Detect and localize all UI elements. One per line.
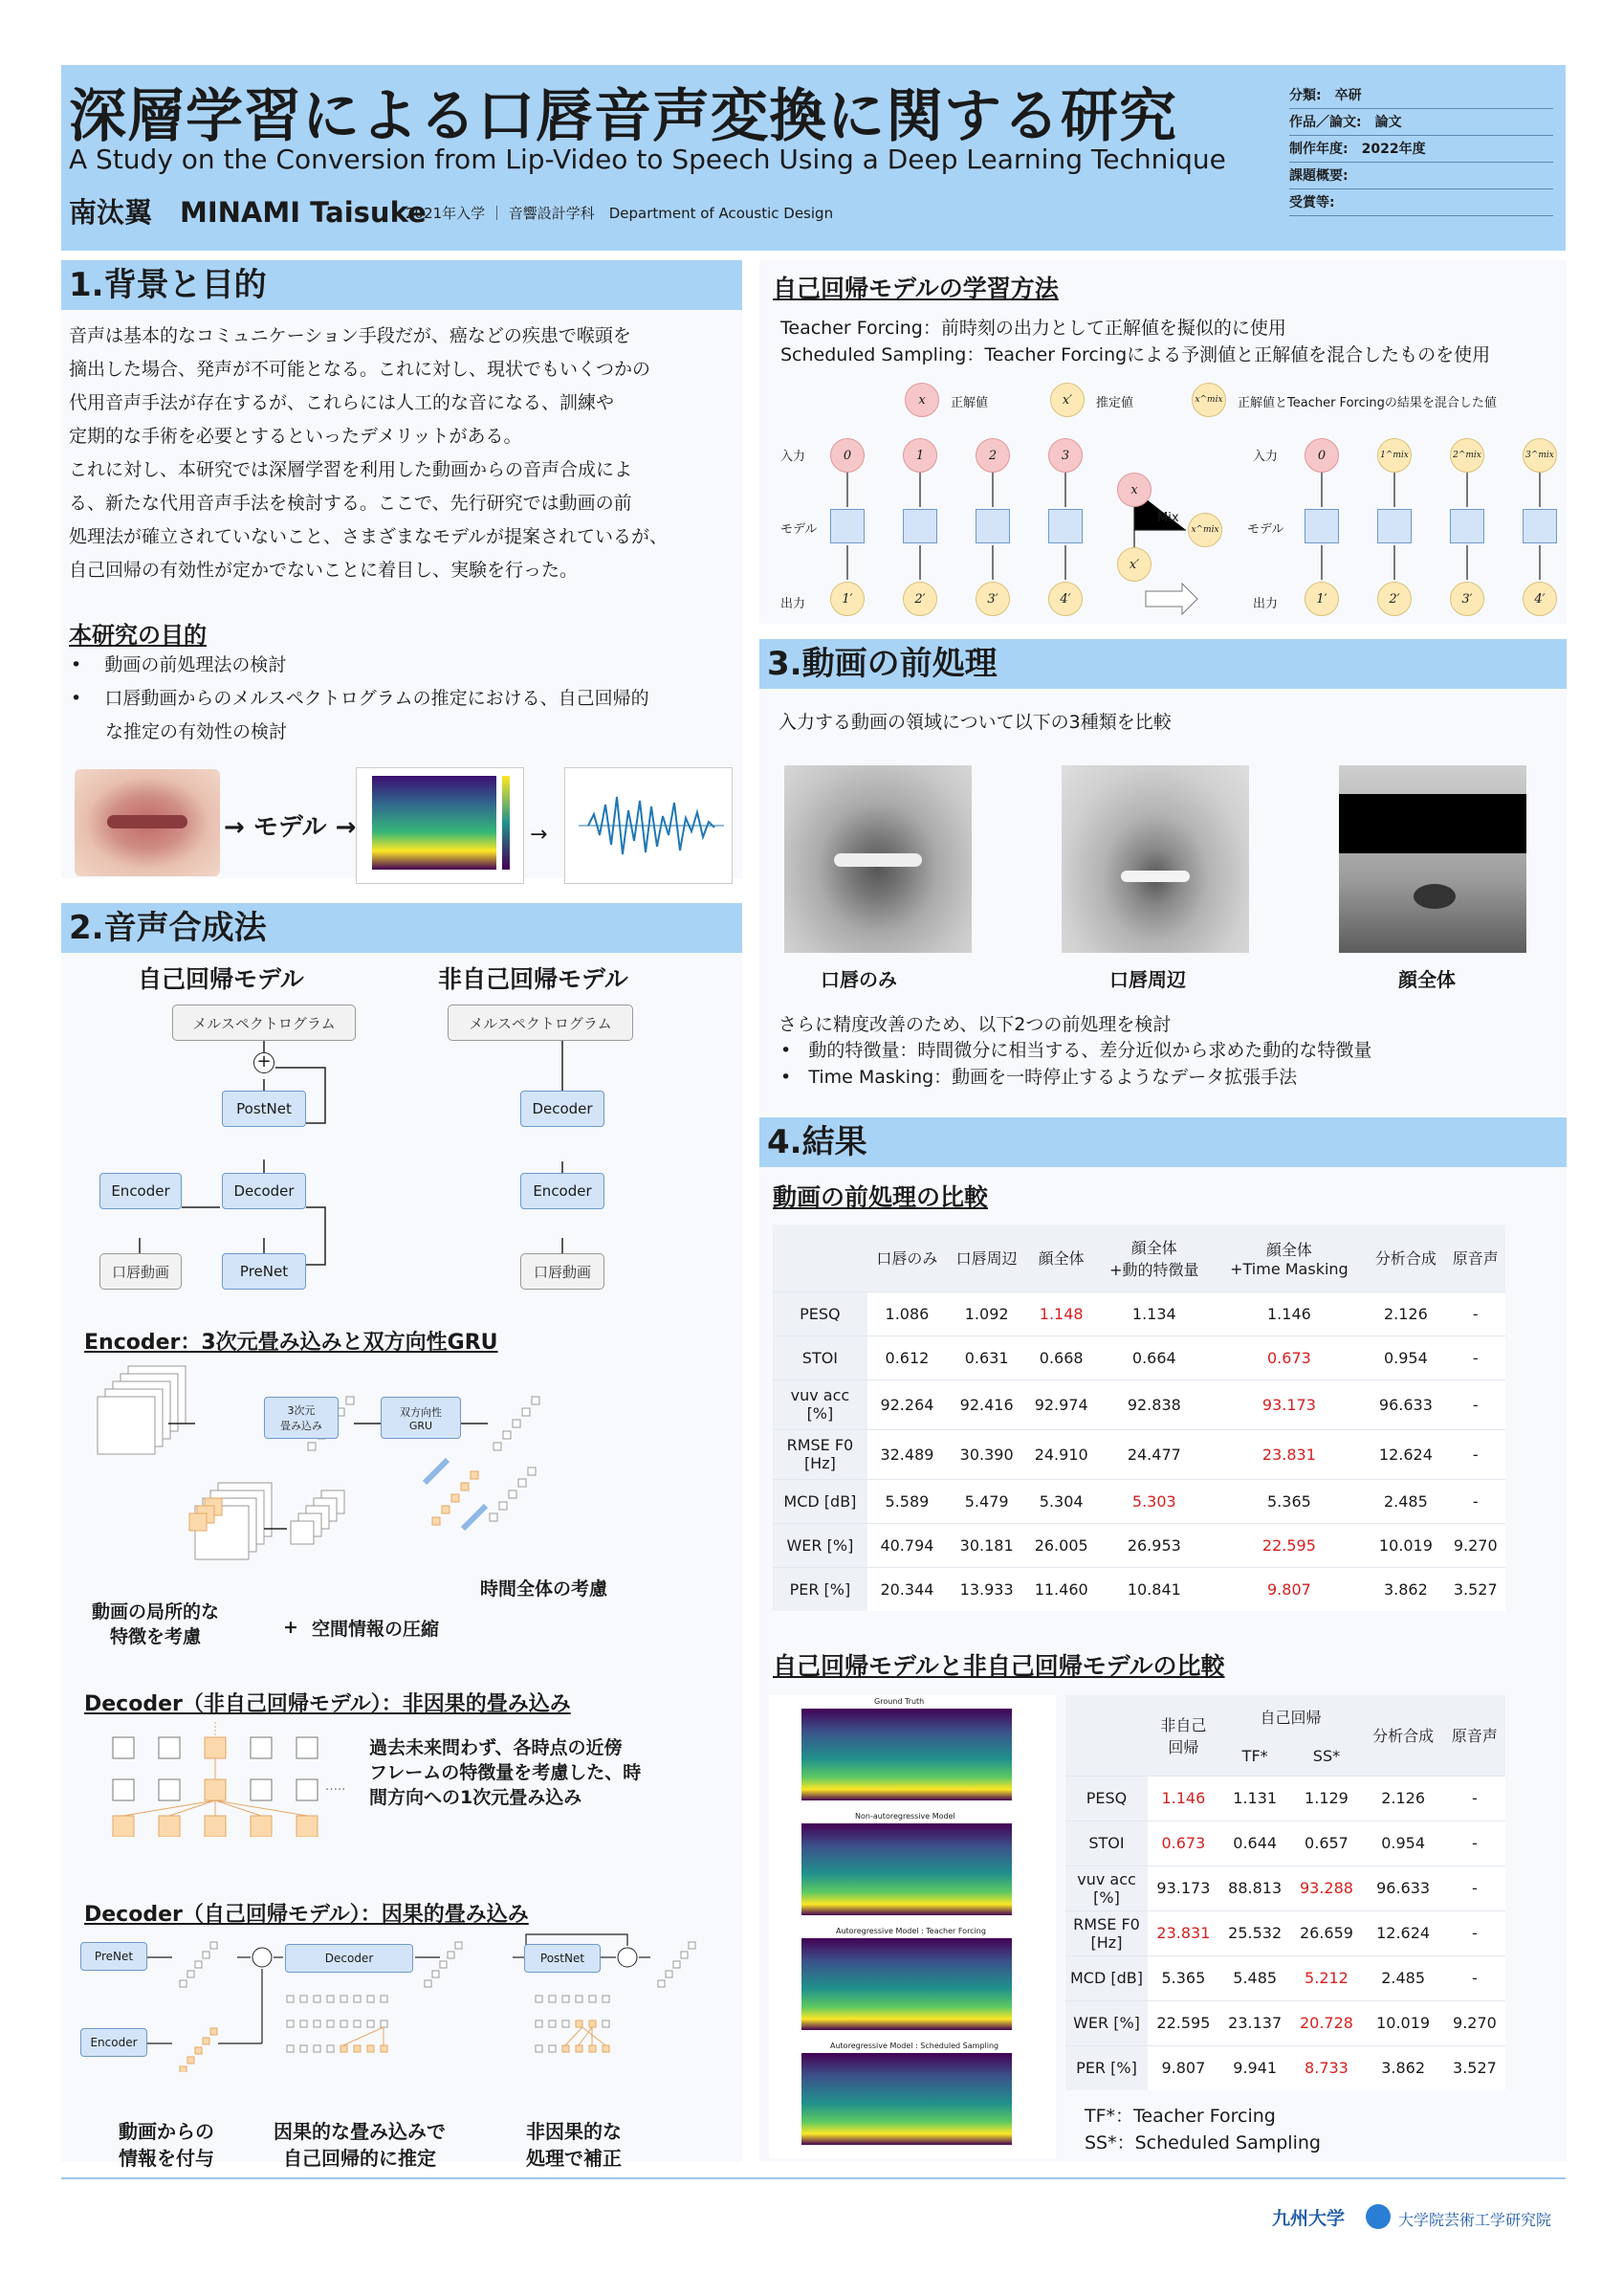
- encoder-title: Encoder：3次元畳み込みと双方向性GRU: [84, 1331, 498, 1355]
- t2-cell: 93.288: [1299, 1879, 1353, 1897]
- t2-cell: 2.126: [1381, 1789, 1425, 1807]
- tf-output-2: 3′: [976, 582, 1010, 616]
- tf-desc: Teacher Forcing：前時刻の出力として正解値を擬似的に使用: [780, 318, 1286, 339]
- poster-header: [61, 65, 1566, 251]
- tf-output-0: 1′: [830, 582, 865, 616]
- t1-header-cell: 顔全体 +Time Masking: [1230, 1240, 1349, 1278]
- tf-model-2: [976, 509, 1010, 543]
- t1-header-cell: 原音声: [1452, 1249, 1499, 1269]
- ss-model-1: [1377, 509, 1412, 543]
- university-logo-icon: [1366, 2204, 1391, 2229]
- ss-input-3: 3^mix: [1523, 438, 1557, 473]
- cap-lip-only: 口唇のみ: [821, 968, 897, 991]
- ss-output-2: 3′: [1450, 582, 1484, 616]
- note-ss: SS*：Scheduled Sampling: [1085, 2132, 1321, 2153]
- t1-cell: 0.612: [885, 1348, 930, 1367]
- t2-cell: 23.831: [1156, 1924, 1211, 1942]
- t1-cell: 26.953: [1127, 1535, 1181, 1555]
- mel-spectrogram-image: [356, 767, 524, 884]
- mix-result-icon: x^mix: [1188, 513, 1222, 547]
- cap-lip-around: 口唇周辺: [1109, 968, 1186, 991]
- ar-model-title: 自己回帰モデル: [138, 965, 304, 993]
- legend-est-icon: x′: [1050, 383, 1085, 417]
- t1-cell: 0.673: [1267, 1348, 1311, 1367]
- tf-input-3: 3: [1048, 438, 1083, 473]
- t1-cell: PER [%]: [773, 1567, 867, 1611]
- ss-desc: Scheduled Sampling：Teacher Forcingによる予測値と正解値を混合したものを使用: [780, 344, 1491, 365]
- spec-2: [801, 1938, 1012, 2030]
- t1-cell: 0.668: [1039, 1348, 1084, 1367]
- sec3-bullets: [780, 1037, 1371, 1091]
- t2-h-nar: 非自己 回帰: [1160, 1715, 1207, 1756]
- t1-cell: 5.304: [1039, 1491, 1084, 1511]
- cap-correction: 非因果的な 処理で補正: [526, 2120, 622, 2170]
- t1-cell: 0.664: [1131, 1348, 1176, 1367]
- table-row: [1065, 1776, 1505, 1821]
- poster-subtitle: A Study on the Conversion from Lip-Video to Speech Using a Deep Learning Technique: [69, 144, 1226, 175]
- bg-line: 定期的な手術を必要とするといったデメリットがある。: [69, 426, 522, 447]
- t2-cell: vuv acc [%]: [1065, 1866, 1148, 1910]
- label-output-ss: 出力: [1253, 597, 1279, 611]
- t2-cell: 1.131: [1233, 1789, 1278, 1807]
- t1-cell: -: [1472, 1304, 1479, 1323]
- t1-cell: 24.910: [1034, 1445, 1088, 1464]
- spec-title-0: Ground Truth: [874, 1697, 925, 1706]
- waveform-image: [564, 767, 733, 884]
- t1-cell: 1.134: [1131, 1304, 1176, 1323]
- ar-lipvideo-box: 口唇動画: [99, 1253, 182, 1290]
- label-output: 出力: [780, 597, 806, 611]
- t1-cell: 30.390: [959, 1445, 1014, 1464]
- model-arrow-label: → モデル →: [224, 813, 357, 842]
- dec-nar-title: Decoder（非自己回帰モデル）：非因果的畳み込み: [84, 1692, 571, 1716]
- t2-cell: -: [1472, 1879, 1478, 1897]
- t1-cell: -: [1472, 1445, 1479, 1464]
- mix-xp-icon: x′: [1117, 547, 1151, 582]
- label-input-ss: 入力: [1253, 450, 1279, 464]
- face-mask-bar: [1339, 794, 1526, 853]
- meta-type: 作品／論文: 論文: [1289, 109, 1553, 136]
- t1-cell: 2.126: [1383, 1304, 1428, 1323]
- table-row: [1065, 2045, 1505, 2090]
- t1-cell: 22.595: [1261, 1535, 1316, 1555]
- section4-title: 4.結果: [759, 1117, 1567, 1167]
- t1-cell: RMSE F0 [Hz]: [773, 1429, 867, 1479]
- label-model-ss: モデル: [1247, 522, 1284, 537]
- ar-dec-postnet-box: PostNet: [524, 1944, 601, 1973]
- table-row: [773, 1380, 1505, 1429]
- t2-cell: 0.954: [1381, 1834, 1425, 1852]
- t2-cell: 88.813: [1228, 1879, 1283, 1897]
- t1-cell: 1.086: [885, 1304, 930, 1323]
- meta-info: [1289, 82, 1553, 216]
- ar-dec-decoder-box: Decoder: [285, 1944, 413, 1973]
- spec-title-2: Autoregressive Model : Teacher Forcing: [836, 1927, 986, 1935]
- ss-input-0: 0: [1305, 438, 1339, 473]
- t2-h-tf: TF*: [1241, 1747, 1268, 1766]
- table-row: [773, 1479, 1505, 1523]
- t2-cell: 12.624: [1376, 1924, 1431, 1942]
- t1-cell: 20.344: [880, 1579, 934, 1599]
- t1-cell: 2.485: [1383, 1491, 1428, 1511]
- tf-output-1: 2′: [903, 582, 937, 616]
- label-model: モデル: [780, 522, 818, 537]
- ar-prenet-box: PreNet: [222, 1253, 306, 1290]
- t1-cell: -: [1472, 1395, 1479, 1414]
- bg-line: 摘出した場合、発声が不可能となる。これに対し、現状でもいくつかの: [69, 359, 651, 380]
- tf-output-3: 4′: [1048, 582, 1083, 616]
- section1-body: [69, 320, 738, 587]
- bg-line: 音声は基本的なコミュニケーション手段だが、癌などの疾患で喉頭を: [69, 325, 631, 346]
- ss-input-2: 2^mix: [1450, 438, 1484, 473]
- t2-cell: PER [%]: [1065, 2045, 1148, 2090]
- t1-cell: 24.477: [1127, 1445, 1181, 1464]
- t2-h-an: 分析合成: [1372, 1727, 1435, 1746]
- t2-cell: 26.659: [1299, 1924, 1353, 1942]
- t2-cell: PESQ: [1065, 1776, 1148, 1821]
- t1-header-cell: 分析合成: [1374, 1249, 1437, 1269]
- t1-cell: 3.862: [1383, 1579, 1428, 1599]
- footer-rule: [61, 2177, 1566, 2179]
- t1-cell: 12.624: [1378, 1445, 1433, 1464]
- ar-decoder-box: Decoder: [222, 1173, 306, 1209]
- t1-cell: 40.794: [880, 1535, 934, 1555]
- lip-photo: [75, 769, 220, 876]
- lip-only-image: [784, 765, 972, 953]
- training-title: 自己回帰モデルの学習方法: [773, 275, 1059, 302]
- t1-cell: 32.489: [880, 1445, 934, 1464]
- t2-cell: 5.212: [1305, 1969, 1349, 1987]
- training-arrows: [759, 260, 1567, 624]
- footer-dept: 大学院芸術工学研究院: [1398, 2211, 1552, 2229]
- t1-cell: 11.460: [1034, 1579, 1088, 1599]
- t1-cell: 10.841: [1127, 1579, 1181, 1599]
- bigru-box: 双方向性 GRU: [381, 1397, 461, 1439]
- t1-cell: -: [1472, 1348, 1479, 1367]
- model-compare-table: [1065, 1695, 1505, 2090]
- t2-cell: STOI: [1065, 1821, 1148, 1866]
- table-row: [773, 1523, 1505, 1567]
- ss-output-3: 4′: [1523, 582, 1557, 616]
- ss-input-1: 1^mix: [1377, 438, 1412, 473]
- spec-3: [801, 2053, 1012, 2145]
- bullet-timemask: • Time Masking：動画を一時停止するようなデータ拡張手法: [780, 1067, 1298, 1088]
- purpose-item: • 動画の前処理法の検討: [71, 654, 287, 675]
- meta-award: 受賞等:: [1289, 189, 1553, 216]
- t2-cell: 22.595: [1156, 2014, 1211, 2032]
- legend-true: 正解値: [951, 396, 989, 410]
- t2-cell: -: [1472, 1789, 1478, 1807]
- t1-cell: 10.019: [1378, 1535, 1433, 1555]
- author-name: 南汰翼 MINAMI Taisuke: [69, 196, 427, 229]
- temporal-label: 時間全体の考慮: [480, 1578, 608, 1600]
- t2-cell: MCD [dB]: [1065, 1955, 1148, 2000]
- nar-encoder-box: Encoder: [520, 1173, 604, 1209]
- ar-postnet-box: PostNet: [222, 1091, 306, 1127]
- bullet-dynamic: • 動的特徴量：時間微分に相当する、差分近似から求めた動的な特徴量: [780, 1040, 1372, 1061]
- t1-cell: 92.264: [880, 1395, 934, 1414]
- poster-title: 深層学習による口唇音声変換に関する研究: [69, 83, 1177, 150]
- t2-h-orig: 原音声: [1451, 1727, 1498, 1746]
- section4-panel: [759, 1117, 1567, 2162]
- t2-cell: 1.146: [1161, 1789, 1206, 1807]
- t1-header-cell: 顔全体 +動的特徴量: [1109, 1238, 1199, 1279]
- tf-model-0: [830, 509, 865, 543]
- dec-nar-desc: 過去未来問わず、各時点の近傍 フレームの特徴量を考慮した、時 間方向への1次元畳み込み: [369, 1737, 642, 1808]
- full-face-image: [1339, 765, 1526, 953]
- ss-model-3: [1523, 509, 1557, 543]
- t1-cell: 5.303: [1131, 1491, 1176, 1511]
- t1-cell: 0.954: [1383, 1348, 1428, 1367]
- section1-title: 1.背景と目的: [61, 260, 742, 310]
- bg-line: 自己回帰の有効性が定かでないことに着目し、実験を行った。: [69, 560, 579, 581]
- encoder-diagram: [61, 1357, 742, 1577]
- t2-cell: 2.485: [1381, 1969, 1425, 1987]
- t1-cell: 93.173: [1261, 1395, 1316, 1414]
- ss-output-0: 1′: [1305, 582, 1339, 616]
- t2-cell: 25.532: [1228, 1924, 1283, 1942]
- section2-title: 2.音声合成法: [61, 903, 742, 953]
- spec-title-1: Non-autoregressive Model: [855, 1812, 955, 1821]
- t1-cell: 92.416: [959, 1395, 1014, 1414]
- meta-summary: 課題概要:: [1289, 163, 1553, 189]
- purpose-item: • 口唇動画からのメルスペクトログラムの推定における、自己回帰的: [71, 688, 649, 709]
- t2-cell: -: [1472, 1969, 1478, 1987]
- t2-cell: 9.941: [1233, 2059, 1278, 2078]
- t2-cell: WER [%]: [1065, 2000, 1148, 2045]
- t1-cell: 9.807: [1267, 1579, 1311, 1599]
- t2-cell: -: [1472, 1834, 1478, 1852]
- tf-input-0: 0: [830, 438, 865, 473]
- cap-full-face: 顔全体: [1398, 968, 1456, 991]
- t1-cell: 92.974: [1034, 1395, 1088, 1414]
- t1-header-cell: 顔全体: [1038, 1249, 1085, 1269]
- t1-cell: 5.479: [964, 1491, 1009, 1511]
- t1-cell: 26.005: [1034, 1535, 1088, 1555]
- t2-cell: 0.644: [1233, 1834, 1278, 1852]
- t1-cell: 13.933: [959, 1579, 1014, 1599]
- t1-header-cell: [773, 1225, 867, 1292]
- meta-category: 分類: 卒研: [1289, 82, 1553, 109]
- nar-mel-box: メルスペクトログラム: [448, 1004, 633, 1041]
- section2-panel: [61, 903, 742, 2170]
- ss-output-1: 2′: [1377, 582, 1412, 616]
- mix-label: Mix: [1157, 511, 1179, 525]
- table-row: [1065, 2000, 1505, 2045]
- t2-cell: 5.365: [1161, 1969, 1206, 1987]
- tf-model-3: [1048, 509, 1083, 543]
- nar-dots: …..: [325, 1779, 346, 1794]
- section1-panel: [61, 260, 742, 878]
- spatial-label: 空間情報の圧縮: [312, 1619, 440, 1640]
- conv3d-box: 3次元 畳み込み: [264, 1397, 339, 1439]
- t1-cell: 5.365: [1267, 1491, 1311, 1511]
- preprocess-table: [773, 1225, 1505, 1611]
- tf-input-2: 2: [976, 438, 1010, 473]
- cap-video-info: 動画からの 情報を付与: [119, 2120, 214, 2170]
- t1-cell: 96.633: [1378, 1395, 1433, 1414]
- label-input: 入力: [780, 450, 806, 464]
- purpose-title: 本研究の目的: [69, 622, 207, 649]
- t2-h-ss: SS*: [1312, 1747, 1341, 1766]
- footer-univ: 九州大学: [1272, 2208, 1346, 2229]
- ar-dec-encoder-box: Encoder: [80, 2028, 147, 2057]
- meta-year: 制作年度: 2022年度: [1289, 136, 1553, 163]
- sec3-more: さらに精度改善のため、以下2つの前処理を検討: [779, 1014, 1172, 1035]
- t2-cell: 20.728: [1299, 2014, 1353, 2032]
- arrow-icon: →: [530, 823, 548, 847]
- t1-header-cell: 口唇のみ: [876, 1249, 938, 1269]
- t1-cell: PESQ: [773, 1292, 867, 1336]
- spec-1: [801, 1823, 1012, 1915]
- t2-cell: 93.173: [1156, 1879, 1211, 1897]
- t2-cell: 3.527: [1453, 2059, 1497, 2078]
- t2-cell: 9.270: [1453, 2014, 1497, 2032]
- t1-cell: 9.270: [1453, 1535, 1498, 1555]
- purpose-list: [71, 649, 740, 749]
- t2-cell: 9.807: [1161, 2059, 1206, 2078]
- t1-cell: STOI: [773, 1336, 867, 1380]
- table-row: [1065, 1910, 1505, 1955]
- mix-x-icon: x: [1117, 473, 1151, 507]
- t2-cell: -: [1472, 1924, 1478, 1942]
- t1-cell: 92.838: [1127, 1395, 1181, 1414]
- sec3-intro: 入力する動画の領域について以下の3種類を比較: [779, 712, 1172, 733]
- tf-model-1: [903, 509, 937, 543]
- nar-decoder-box: Decoder: [520, 1091, 604, 1127]
- waveform-icon: [565, 768, 734, 885]
- legend-true-icon: x: [905, 383, 939, 417]
- legend-est: 推定値: [1096, 396, 1134, 410]
- tf-input-1: 1: [903, 438, 937, 473]
- table-row: [773, 1429, 1505, 1479]
- bg-line: これに対し、本研究では深層学習を利用した動画からの音声合成によ: [69, 459, 633, 480]
- ar-encoder-box: Encoder: [99, 1173, 182, 1209]
- lip-around-image: [1062, 765, 1249, 953]
- t1-cell: 3.527: [1453, 1579, 1498, 1599]
- section3-title: 3.動画の前処理: [759, 639, 1567, 689]
- t2-cell: 5.485: [1233, 1969, 1278, 1987]
- t2-cell: RMSE F0 [Hz]: [1065, 1910, 1148, 1955]
- bg-line: 代用音声手法が存在するが、これらには人工的な音になる、訓練や: [69, 392, 615, 413]
- t1-cell: 30.181: [959, 1535, 1014, 1555]
- t2-cell: 0.673: [1161, 1834, 1206, 1852]
- ar-arrows: [61, 903, 742, 1305]
- ar-mel-box: メルスペクトログラム: [172, 1004, 356, 1041]
- t1-cell: -: [1472, 1491, 1479, 1511]
- spec-title-3: Autoregressive Model : Scheduled Sampling: [830, 2042, 999, 2050]
- table1-title: 動画の前処理の比較: [773, 1183, 989, 1211]
- bg-line: 処理法が確立されていないこと、さまざまなモデルが提案されているが、: [69, 526, 669, 547]
- table-row: [1065, 1866, 1505, 1910]
- local-feature-label: 動画の局所的な 特徴を考慮: [92, 1601, 220, 1647]
- t1-cell: 5.589: [885, 1491, 930, 1511]
- legend-mix-icon: x^mix: [1192, 383, 1226, 417]
- table-row: [773, 1292, 1505, 1336]
- table-notes: [1085, 2103, 1321, 2156]
- t2-cell: 10.019: [1376, 2014, 1431, 2032]
- t2-cell: 96.633: [1376, 1879, 1431, 1897]
- plus-label: +: [283, 1617, 298, 1638]
- ss-model-0: [1305, 509, 1339, 543]
- table-row: [773, 1336, 1505, 1380]
- plus-icon: +: [253, 1052, 274, 1073]
- purpose-item-cont: な推定の有効性の検討: [105, 721, 288, 742]
- t1-header-cell: 口唇周辺: [955, 1249, 1018, 1269]
- t1-cell: vuv acc [%]: [773, 1380, 867, 1429]
- t1-cell: 1.148: [1039, 1304, 1084, 1323]
- nar-lipvideo-box: 口唇動画: [520, 1253, 604, 1290]
- t2-cell: 3.862: [1381, 2059, 1425, 2078]
- note-tf: TF*：Teacher Forcing: [1085, 2106, 1276, 2127]
- t2-cell: 1.129: [1305, 1789, 1349, 1807]
- t1-cell: WER [%]: [773, 1523, 867, 1567]
- t2-h-ar: 自己回帰: [1260, 1708, 1322, 1727]
- ss-model-2: [1450, 509, 1484, 543]
- cap-causal: 因果的な畳み込みで 自己回帰的に推定: [274, 2120, 446, 2170]
- bg-line: る、新たな代用音声手法を検討する。ここで、先行研究では動画の前: [69, 493, 632, 514]
- t2-cell: 23.137: [1228, 2014, 1283, 2032]
- t1-cell: 0.631: [964, 1348, 1009, 1367]
- table2-title: 自己回帰モデルと非自己回帰モデルの比較: [773, 1652, 1225, 1680]
- table-row: [1065, 1955, 1505, 2000]
- dec-ar-title: Decoder（自己回帰モデル）：因果的畳み込み: [84, 1903, 529, 1927]
- spec-0: [801, 1709, 1012, 1800]
- t1-cell: 23.831: [1261, 1445, 1316, 1464]
- ar-dec-prenet-box: PreNet: [80, 1942, 147, 1971]
- legend-mix: 正解値とTeacher Forcingの結果を混合した値: [1238, 396, 1497, 410]
- section3-panel: [759, 639, 1567, 1115]
- table-row: [773, 1567, 1505, 1611]
- training-panel: [759, 260, 1567, 624]
- t2-cell: 0.657: [1305, 1834, 1349, 1852]
- spectrogram-figure: [769, 1695, 1056, 2158]
- nar-model-title: 非自己回帰モデル: [438, 965, 628, 993]
- t2-cell: 8.733: [1305, 2059, 1349, 2078]
- table-row: [1065, 1821, 1505, 1866]
- t1-cell: 1.092: [964, 1304, 1009, 1323]
- t1-cell: 1.146: [1267, 1304, 1311, 1323]
- t1-cell: MCD [dB]: [773, 1479, 867, 1523]
- affiliation: 2021年入学 ｜ 音響設計学科 Department of Acoustic Design: [406, 205, 834, 222]
